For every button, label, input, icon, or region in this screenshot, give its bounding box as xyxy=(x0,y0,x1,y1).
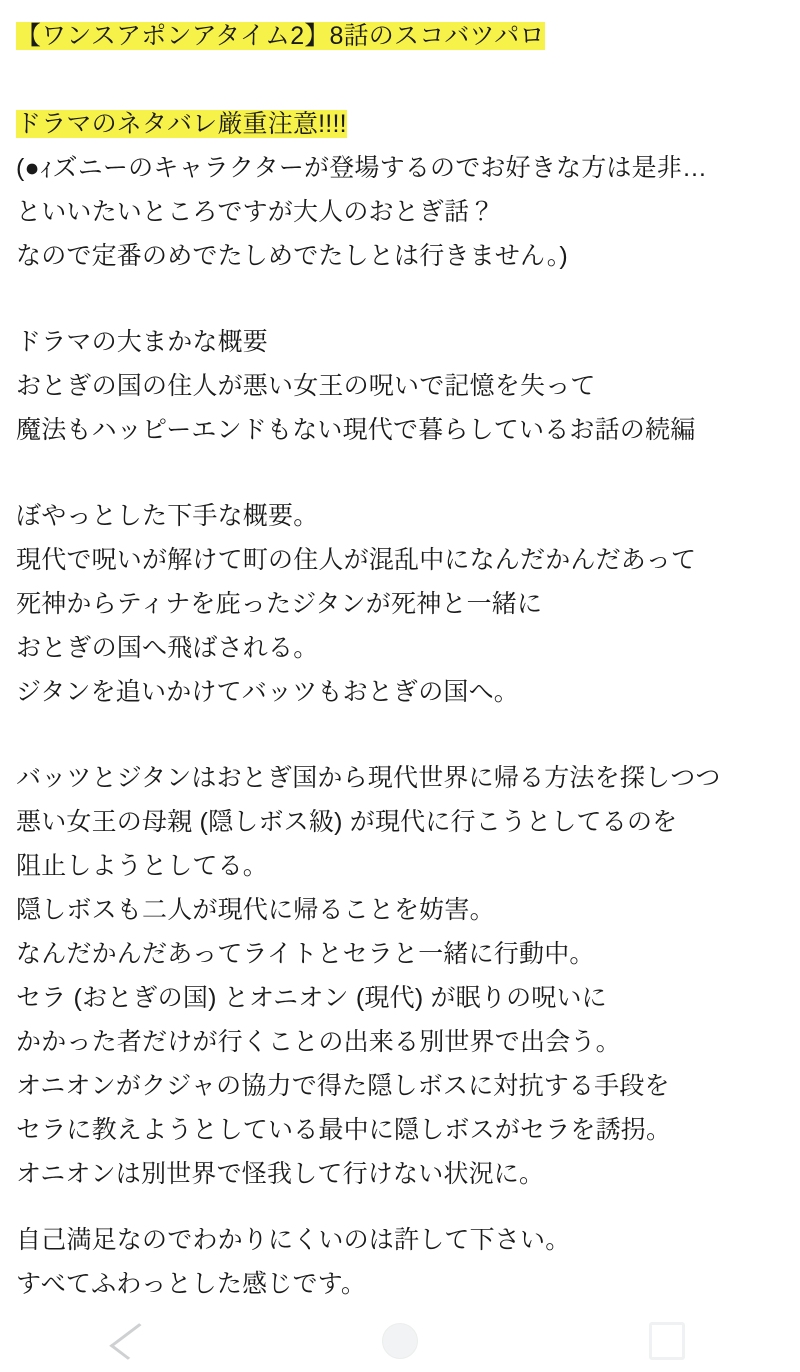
detail-line: なんだかんだあってライトとセラと一緒に行動中。 xyxy=(16,940,595,968)
detail-line: 隠しボスも二人が現代に帰ることを妨害。 xyxy=(16,896,495,924)
spacer xyxy=(16,714,784,756)
intro-line: (●ｨズニーのキャラクターが登場するのでお好きな方は是非… xyxy=(16,154,708,182)
rough-line: ぼやっとした下手な概要。 xyxy=(16,502,319,530)
rough-line: 死神からティナを庇ったジタンが死神と一緒に xyxy=(16,590,543,618)
back-icon xyxy=(109,1323,157,1359)
home-icon xyxy=(382,1323,418,1359)
warning-block xyxy=(16,102,784,278)
summary-line: 魔法もハッピーエンドもない現代で暮らしているお話の続編 xyxy=(16,416,696,444)
title-highlight: 【ワンスアポンアタイム2】8話のスコバツパロ xyxy=(16,22,545,50)
system-navigation-bar xyxy=(0,1310,800,1372)
closing-line: 自己満足なのでわかりにくいのは許して下さい。 xyxy=(16,1226,571,1254)
detail-line: 阻止しようとしてる。 xyxy=(16,852,269,880)
detail-block xyxy=(16,756,784,1196)
rough-summary-block xyxy=(16,494,784,714)
detail-line: オニオンがクジャの協力で得た隠しボスに対抗する手段を xyxy=(16,1072,670,1100)
spacer xyxy=(16,278,784,320)
detail-line: 悪い女王の母親 (隠しボス級) が現代に行こうとしてるのを xyxy=(16,808,678,836)
closing-block xyxy=(16,1218,784,1306)
summary-heading: ドラマの大まかな概要 xyxy=(16,328,269,356)
intro-line: といいたいところですが大人のおとぎ話？ xyxy=(16,198,495,226)
intro-line: なので定番のめでたしめでたしとは行きません。) xyxy=(16,242,568,270)
spoiler-warning xyxy=(16,102,784,146)
detail-line: セラ (おとぎの国) とオニオン (現代) が眠りの呪いに xyxy=(16,984,607,1012)
home-button[interactable] xyxy=(360,1318,440,1364)
back-button[interactable] xyxy=(93,1318,173,1364)
summary-line: おとぎの国の住人が悪い女王の呪いで記憶を失って xyxy=(16,372,596,400)
spacer xyxy=(16,1196,784,1218)
rough-line: ジタンを追いかけてバッツもおとぎの国へ。 xyxy=(16,678,520,706)
rough-line: 現代で呪いが解けて町の住人が混乱中になんだかんだあって xyxy=(16,546,697,574)
title-block xyxy=(16,14,784,58)
rough-line: おとぎの国へ飛ばされる。 xyxy=(16,634,319,662)
recent-apps-icon xyxy=(649,1322,685,1360)
spacer xyxy=(16,452,784,494)
detail-line: バッツとジタンはおとぎ国から現代世界に帰る方法を探しつつ xyxy=(16,764,721,792)
document-title xyxy=(16,14,784,58)
spacer xyxy=(16,58,784,102)
detail-line: オニオンは別世界で怪我して行けない状況に。 xyxy=(16,1160,545,1188)
detail-line: セラに教えようとしている最中に隠しボスがセラを誘拐。 xyxy=(16,1116,672,1144)
summary-block xyxy=(16,320,784,452)
warning-highlight: ドラマのネタバレ厳重注意!!!! xyxy=(16,110,347,138)
detail-line: かかった者だけが行くことの出来る別世界で出会う。 xyxy=(16,1028,621,1056)
recent-apps-button[interactable] xyxy=(627,1318,707,1364)
closing-line: すべてふわっとした感じです。 xyxy=(16,1270,367,1298)
